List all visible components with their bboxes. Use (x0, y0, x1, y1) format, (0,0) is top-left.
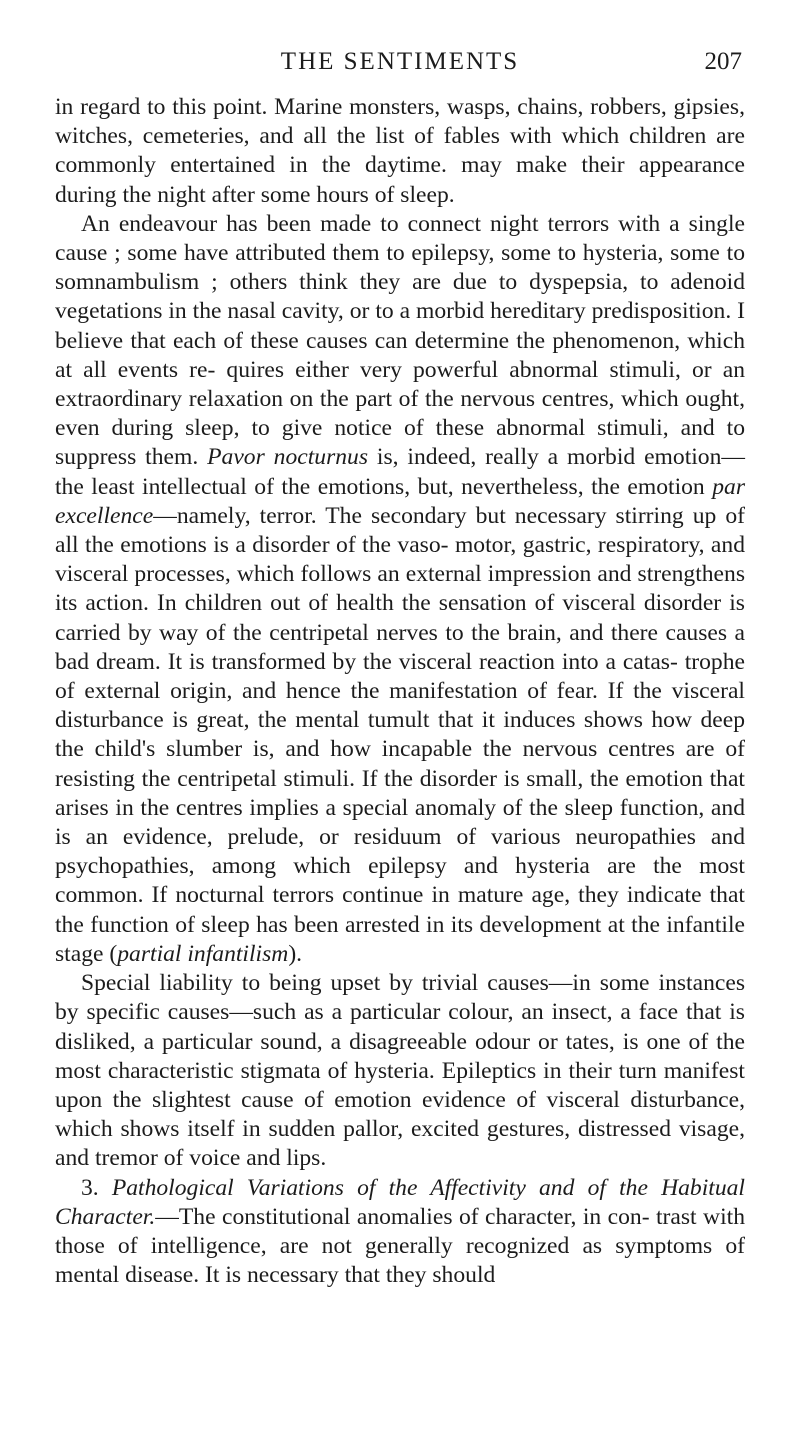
body-text (55, 93, 745, 1290)
paragraph-1: in regard to this point. Marine monsters, wasps, chains, robbers, gipsies, witches, cemeteries, and all the list of fables with which children are commonly entertained in the daytime. may make their appearance during the night after some hours of sleep. (55, 94, 745, 208)
paragraph-2-part-d: ). (288, 940, 303, 967)
section-number: 3. (80, 1174, 112, 1201)
italic-partial-infantilism: partial infantilism (117, 940, 289, 967)
running-head (0, 48, 800, 88)
italic-pavor-nocturnus: Pavor nocturnus (207, 444, 369, 471)
paragraph-2 (55, 210, 745, 969)
paragraph-4-text: —The constitutional anomalies of character, in con- trast with those of intelligence, are not generally recognized as symptoms of mental disease. It is necessary that they should (55, 1203, 745, 1289)
paragraph-4 (55, 1174, 745, 1291)
page-number: 207 (704, 48, 742, 75)
paragraph-3: Special liability to being upset by trivial causes—in some instances by specific causes—such as a particular colour, an insect, a face that is disliked, a particular sound, a disagreeable odour or tates, is one of the most characteristic stigmata of hysteria. Epileptics in their turn manifest upon the slightest cause of emotion evidence of visceral disturbance, which shows itself in sudden pallor, excited gestures, distressed visage, and tremor of voice and lips. (55, 970, 745, 1172)
paragraph-2-part-b: is, indeed, really a morbid emotion—the least intellectual of the emotions, but, nevertheless, the emotion (55, 444, 745, 500)
italic-par-excellence: par excellence (55, 473, 745, 529)
section-heading: Pathological Variations of the Affectivity and of the Habitual Character. (55, 1174, 745, 1230)
paragraph-2-part-c: —namely, terror. The secondary but necessary stirring up of all the emotions is a disorder of the vaso- motor, gastric, respiratory, and visceral processes, which follows an external impression and strengthens its action. In children out of health the sensation of visceral disorder is carried by way of the centripetal nerves to the brain, and there causes a bad dream. It is transformed by the visceral reaction into a catas- trophe of external origin, and hence the manifestation of fear. If the visceral disturbance is great, the mental tumult that it induces shows how deep the child's slumber is, and how incapable the nervous centres are of resisting the centripetal stimuli. If the disorder is small, the emotion that arises in the centres implies a special anomaly of the sleep function, and is an evidence, prelude, or residuum of various neuropathies and psychopathies, among which epilepsy and hysteria are the most common. If nocturnal terrors continue in mature age, they indicate that the function of sleep has been arrested in its development at the infantile stage ( (55, 502, 745, 967)
running-title: THE SENTIMENTS (280, 48, 520, 75)
paragraph-2-part-a: An endeavour has been made to connect night terrors with a single cause ; some have attributed them to epilepsy, some to hysteria, some to somnambulism ; others think they are due to dyspepsia, to adenoid vegetations in the nasal cavity, or to a morbid hereditary predisposition. I believe that each of these causes can determine the phenomenon, which at all events re- quires either very powerful abnormal stimuli, or an extraordinary relaxation on the part of the nervous centres, which ought, even during sleep, to give notice of these abnormal stimuli, and to suppress them. (55, 210, 745, 471)
